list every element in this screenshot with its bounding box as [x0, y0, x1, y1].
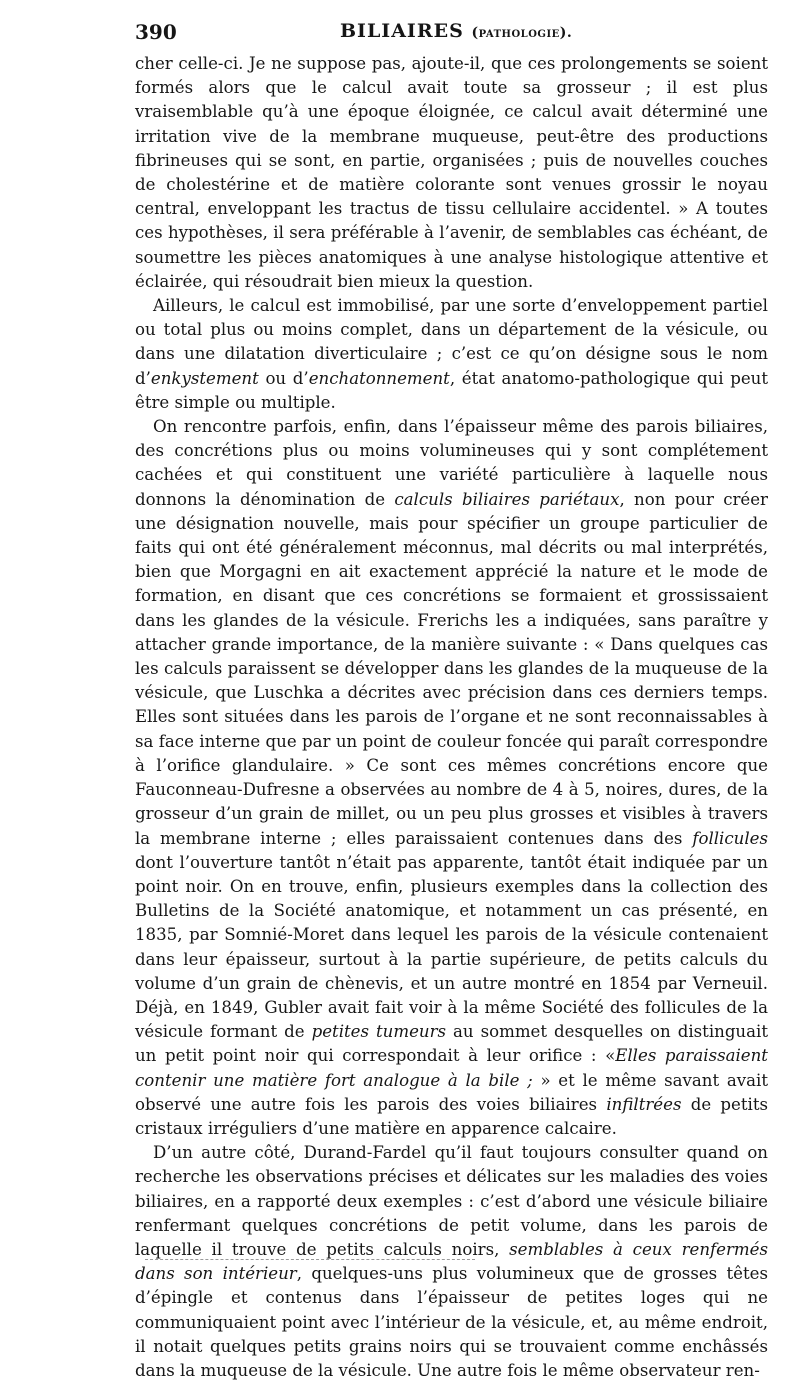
italic-text-run: calculs biliaires pariétaux	[394, 489, 620, 509]
italic-text-run: petites tumeurs	[311, 1022, 447, 1042]
text-run: D’un autre côté, Durand-Fardel qu’il faut toujours consulter quand on recherche les observations précises et délicates sur les maladies des voies biliaires, en a rapporté deux exemples : c’est d’abord une vésicule biliaire renfermant quelques concrétions de petit volume, dans les parois de laquelle il trouve de petits calculs noirs,	[135, 1143, 768, 1259]
text-run: , état anatomo-pathologique qui peut être simple ou multiple.	[135, 368, 768, 412]
italic-text-run: enchatonnement	[308, 368, 450, 388]
text-run: au sommet desquelles on distinguait un petit point noir qui correspondait à leur orifice : «	[135, 1022, 768, 1066]
paragraph-1	[135, 52, 768, 294]
italic-text-run: Elles paraissaient contenir une matière fort analogue à la bile ;	[135, 1046, 768, 1090]
running-header	[0, 10, 800, 50]
footer-rule	[145, 1259, 475, 1260]
paragraph-2	[135, 294, 768, 415]
text-run: » et le même savant avait observé une autre fois les parois des voies biliaires	[135, 1070, 769, 1114]
running-title-subtitle: (pathologie).	[471, 25, 573, 41]
text-run: On rencontre parfois, enfin, dans l’épaisseur même des parois biliaires, des concrétions plus ou moins volumineuses qui y sont complétement cachées et qui constituent une variété particulière à laquelle nous donnons la dénomination de	[135, 417, 768, 509]
text-run: cher celle-ci. Je ne suppose pas, ajoute-il, que ces prolongements se soient formés alors que le calcul avait toute sa grosseur ; il est plus vraisemblable qu’à une époque éloignée, ce calcul avait déterminé une irritation vive de la membrane muqueuse, peut-être des productions fibrineuses qui se sont, en partie, organisées ; puis de nouvelles couches de cholestérine et de matière colorante sont venues grossir le noyau central, enveloppant les tractus de tissu cellulaire accidentel. » A toutes ces hypothèses, il sera préférable à l’avenir, de semblables cas échéant, de soumettre les pièces anatomiques à une analyse histologique attentive et éclairée, qui résoudrait bien mieux la question.	[135, 54, 768, 291]
italic-text-run: follicules	[692, 828, 768, 848]
text-run: dont l’ouverture tantôt n’était pas apparente, tantôt était indiquée par un point noir. On en trouve, enfin, plusieurs exemples dans la collection des Bulletins de la Société anatomique, et notamment un cas présenté, en 1835, par Somnié-Moret dans lequel les parois de la vésicule contenaient dans leur épaisseur, surtout à la partie supérieure, de petits calculs du volume d’un grain de chènevis, et un autre montré en 1854 par Verneuil. Déjà, en 1849, Gubler avait fait voir à la même Société des follicules de la vésicule formant de	[135, 852, 768, 1042]
text-run: de petits cristaux irréguliers d’une matière en apparence calcaire.	[135, 1094, 769, 1138]
running-title	[340, 20, 572, 42]
text-run: Ailleurs, le calcul est immobilisé, par une sorte d’enveloppement partiel ou total plus ou moins complet, dans un département de la vésicule, ou dans une dilatation diverticulaire ; c’est ce qu’on désigne sous le nom d’	[135, 296, 768, 388]
text-run: ou d’	[258, 368, 309, 388]
text-run: , quelques-uns plus volumineux que de grosses têtes d’épingle et contenus dans l’épaisseur de petites loges qui ne communiquaient point avec l’intérieur de la vésicule, et, au même endroit, il notait quelques petits grains noirs qui se trouvaient comme enchâssés dans la muqueuse de la vésicule. Une autre fois le même observateur ren-	[135, 1264, 769, 1380]
italic-text-run: enkystement	[150, 368, 259, 388]
italic-text-run: infiltrées	[606, 1094, 682, 1114]
italic-text-run: semblables à ceux renfermés dans son intérieur	[135, 1239, 768, 1284]
body-text	[135, 52, 768, 1383]
paragraph-4	[135, 1141, 768, 1383]
page-number: 390	[135, 20, 177, 44]
running-title-main: BILIAIRES	[340, 20, 464, 42]
text-run: , non pour créer une désignation nouvelle, mais pour spécifier un groupe particulier de faits qui ont été généralement méconnus, mal décrits ou mal interprétés, bien que Morgagni en ait exactement apprécié la nature et le mode de formation, en disant que ces concrétions se formaient et grossissaient dans les glandes de la vésicule. Frerichs les a indiquées, sans paraître y attacher grande importance, de la manière suivante : « Dans quelques cas les calculs paraissent se développer dans les glandes de la muqueuse de la vésicule, que Luschka a décrites avec précision dans ces derniers temps. Elles sont situées dans les parois de l’organe et ne sont reconnaissables à sa face interne que par un point de couleur foncée qui paraît correspondre à l’orifice glandulaire. » Ce sont ces mêmes concrétions encore que Fauconneau-Dufresne a observées au nombre de 4 à 5, noires, dures, de la grosseur d’un grain de millet, ou un peu plus grosses et visibles à travers la membrane interne ; elles paraissaient contenues dans des	[135, 489, 768, 848]
paragraph-3	[135, 415, 768, 1141]
